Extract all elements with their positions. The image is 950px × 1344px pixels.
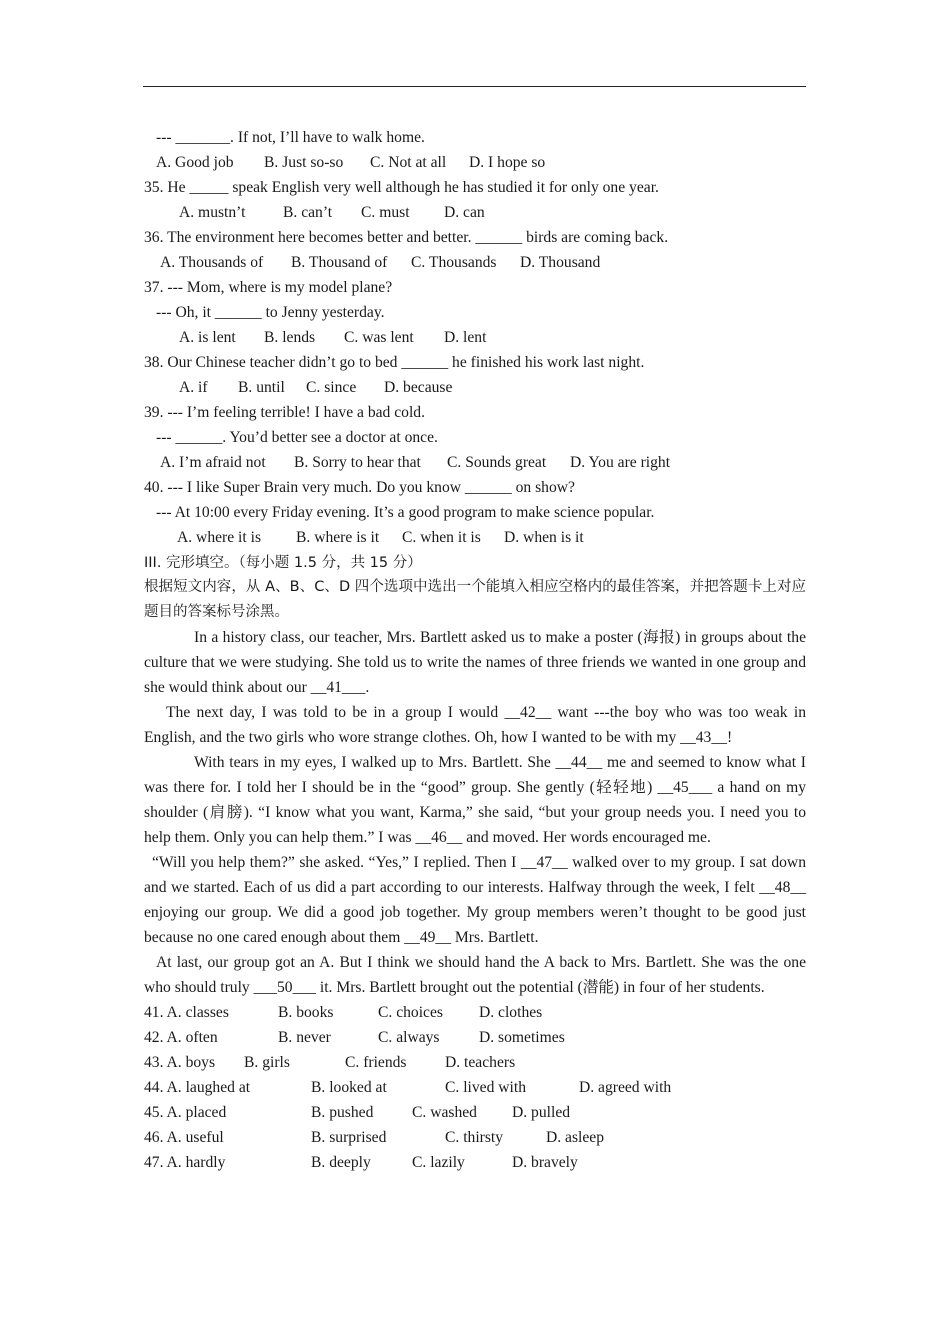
q40-stem: 40. --- I like Super Brain very much. Do you know ______ on show? [144, 479, 575, 496]
q45-option-c: C. washed [412, 1104, 477, 1121]
q35-option-c: C. must [361, 204, 410, 221]
q41-option-d: D. clothes [479, 1004, 543, 1021]
q34-answer-line: --- _______. If not, I’ll have to walk home. [156, 129, 425, 146]
q34-option-a: A. Good job [156, 154, 234, 171]
q43-option-c: C. friends [345, 1054, 407, 1071]
q38-option-a: A. if [179, 379, 208, 396]
q40-option-a: A. where it is [177, 529, 262, 546]
answer-row-45 [144, 1100, 806, 1125]
q37-stem: 37. --- Mom, where is my model plane? [144, 279, 393, 296]
q39-option-c: C. Sounds great [447, 454, 547, 471]
q42-option-c: C. always [378, 1029, 440, 1046]
q40-option-d: D. when is it [504, 529, 584, 546]
q34-option-d: D. I hope so [469, 154, 546, 171]
q39-option-d: D. You are right [570, 454, 671, 471]
q38-stem: 38. Our Chinese teacher didn’t go to bed ______ he finished his work last night. [144, 354, 645, 371]
q43-option-a: 43. A. boys [144, 1054, 216, 1071]
passage-paragraph-1: In a history class, our teacher, Mrs. Bartlett asked us to make a poster (海报) in groups about the culture that we were studying. She told us to write the names of three friends we wanted in one group and she would think about our __41___. [144, 629, 806, 696]
q43-option-b: B. girls [244, 1054, 290, 1071]
q41-option-a: 41. A. classes [144, 1004, 229, 1021]
q39-option-b: B. Sorry to hear that [294, 454, 421, 471]
q38-option-b: B. until [238, 379, 285, 396]
exam-page [144, 125, 806, 1175]
q46-option-c: C. thirsty [445, 1129, 504, 1146]
q34-options [144, 150, 806, 175]
q42-option-a: 42. A. often [144, 1029, 218, 1046]
passage-paragraph-5: At last, our group got an A. But I think we should hand the A back to Mrs. Bartlett. She was the one who should truly ___50___ it. Mrs. Bartlett brought out the potential (潜能) in four of her students. [144, 954, 806, 996]
q47-option-c: C. lazily [412, 1154, 465, 1171]
q46-option-d: D. asleep [546, 1129, 605, 1146]
q45-option-b: B. pushed [311, 1104, 374, 1121]
answer-row-43 [144, 1050, 806, 1075]
answer-row-41 [144, 1000, 806, 1025]
q37-option-c: C. was lent [344, 329, 414, 346]
passage-paragraph-3: With tears in my eyes, I walked up to Mrs. Bartlett. She __44__ me and seemed to know what I was there for. I told her I should be in the “good” group. She gently (轻轻地) __45___ a hand on my shoulder (肩膀). “I know what you want, Karma,” she said, “but your group needs you. I need you to help them. Only you can help them.” I was __46__ and moved. Her words encouraged me. [144, 754, 806, 846]
q47-option-d: D. bravely [512, 1154, 578, 1171]
q41-option-b: B. books [278, 1004, 334, 1021]
q35-option-d: D. can [444, 204, 485, 221]
q45-option-d: D. pulled [512, 1104, 571, 1121]
q37-option-a: A. is lent [179, 329, 236, 346]
q44-option-b: B. looked at [311, 1079, 387, 1096]
q37-reply: --- Oh, it ______ to Jenny yesterday. [156, 304, 385, 321]
q37-options [144, 325, 806, 350]
q40-option-b: B. where is it [296, 529, 380, 546]
q35-option-b: B. can’t [283, 204, 333, 221]
q35-options [144, 200, 806, 225]
q36-option-c: C. Thousands [411, 254, 497, 271]
section-instruction: 根据短文内容，从 A、B、C、D 四个选项中选出一个能填入相应空格内的最佳答案，并把答题卡上对应题目的答案标号涂黑。 [144, 579, 806, 620]
q36-options [144, 250, 806, 275]
q34-option-b: B. Just so-so [264, 154, 344, 171]
answer-row-42 [144, 1025, 806, 1050]
answer-row-46 [144, 1125, 806, 1150]
q40-options [144, 525, 806, 550]
q40-option-c: C. when it is [402, 529, 481, 546]
q46-option-a: 46. A. useful [144, 1129, 224, 1146]
q39-stem: 39. --- I’m feeling terrible! I have a bad cold. [144, 404, 425, 421]
q36-option-d: D. Thousand [520, 254, 601, 271]
q47-option-a: 47. A. hardly [144, 1154, 226, 1171]
q41-option-c: C. choices [378, 1004, 443, 1021]
section-heading-text: III. 完形填空。（每小题 1.5 分，共 15 分） [144, 555, 422, 571]
q46-option-b: B. surprised [311, 1129, 387, 1146]
q38-option-d: D. because [384, 379, 453, 396]
section-heading [144, 550, 806, 575]
q42-option-b: B. never [278, 1029, 331, 1046]
q36-option-b: B. Thousand of [291, 254, 388, 271]
q44-option-d: D. agreed with [579, 1079, 672, 1096]
q44-option-c: C. lived with [445, 1079, 526, 1096]
answer-row-47 [144, 1150, 806, 1175]
q37-option-b: B. lends [264, 329, 316, 346]
q39-options [144, 450, 806, 475]
q37-option-d: D. lent [444, 329, 487, 346]
q47-option-b: B. deeply [311, 1154, 371, 1171]
answer-row-44 [144, 1075, 806, 1100]
q40-reply: --- At 10:00 every Friday evening. It’s a good program to make science popular. [156, 504, 655, 521]
q36-stem: 36. The environment here becomes better and better. ______ birds are coming back. [144, 229, 669, 246]
q38-option-c: C. since [306, 379, 357, 396]
q43-option-d: D. teachers [445, 1054, 516, 1071]
q44-option-a: 44. A. laughed at [144, 1079, 251, 1096]
q34-option-c: C. Not at all [370, 154, 447, 171]
passage-paragraph-2: The next day, I was told to be in a group I would __42__ want ---the boy who was too weak in English, and the two girls who wore strange clothes. Oh, how I wanted to be with my __43__! [144, 704, 806, 746]
q45-option-a: 45. A. placed [144, 1104, 227, 1121]
passage-paragraph-4: “Will you help them?” she asked. “Yes,” I replied. Then I __47__ walked over to my group. I sat down and we started. Each of us did a part according to our interests. Halfway through the week, I felt __48__ enjoying our group. We did a good job together. My group members weren’t thought to be good just because no one cared enough about them __49__ Mrs. Bartlett. [144, 854, 806, 946]
q42-option-d: D. sometimes [479, 1029, 565, 1046]
q39-reply: --- ______. You’d better see a doctor at once. [156, 429, 438, 446]
q36-option-a: A. Thousands of [160, 254, 264, 271]
q35-stem: 35. He _____ speak English very well although he has studied it for only one year. [144, 179, 659, 196]
q39-option-a: A. I’m afraid not [160, 454, 266, 471]
header-rule [143, 86, 806, 87]
q38-options [144, 375, 806, 400]
q35-option-a: A. mustn’t [179, 204, 246, 221]
